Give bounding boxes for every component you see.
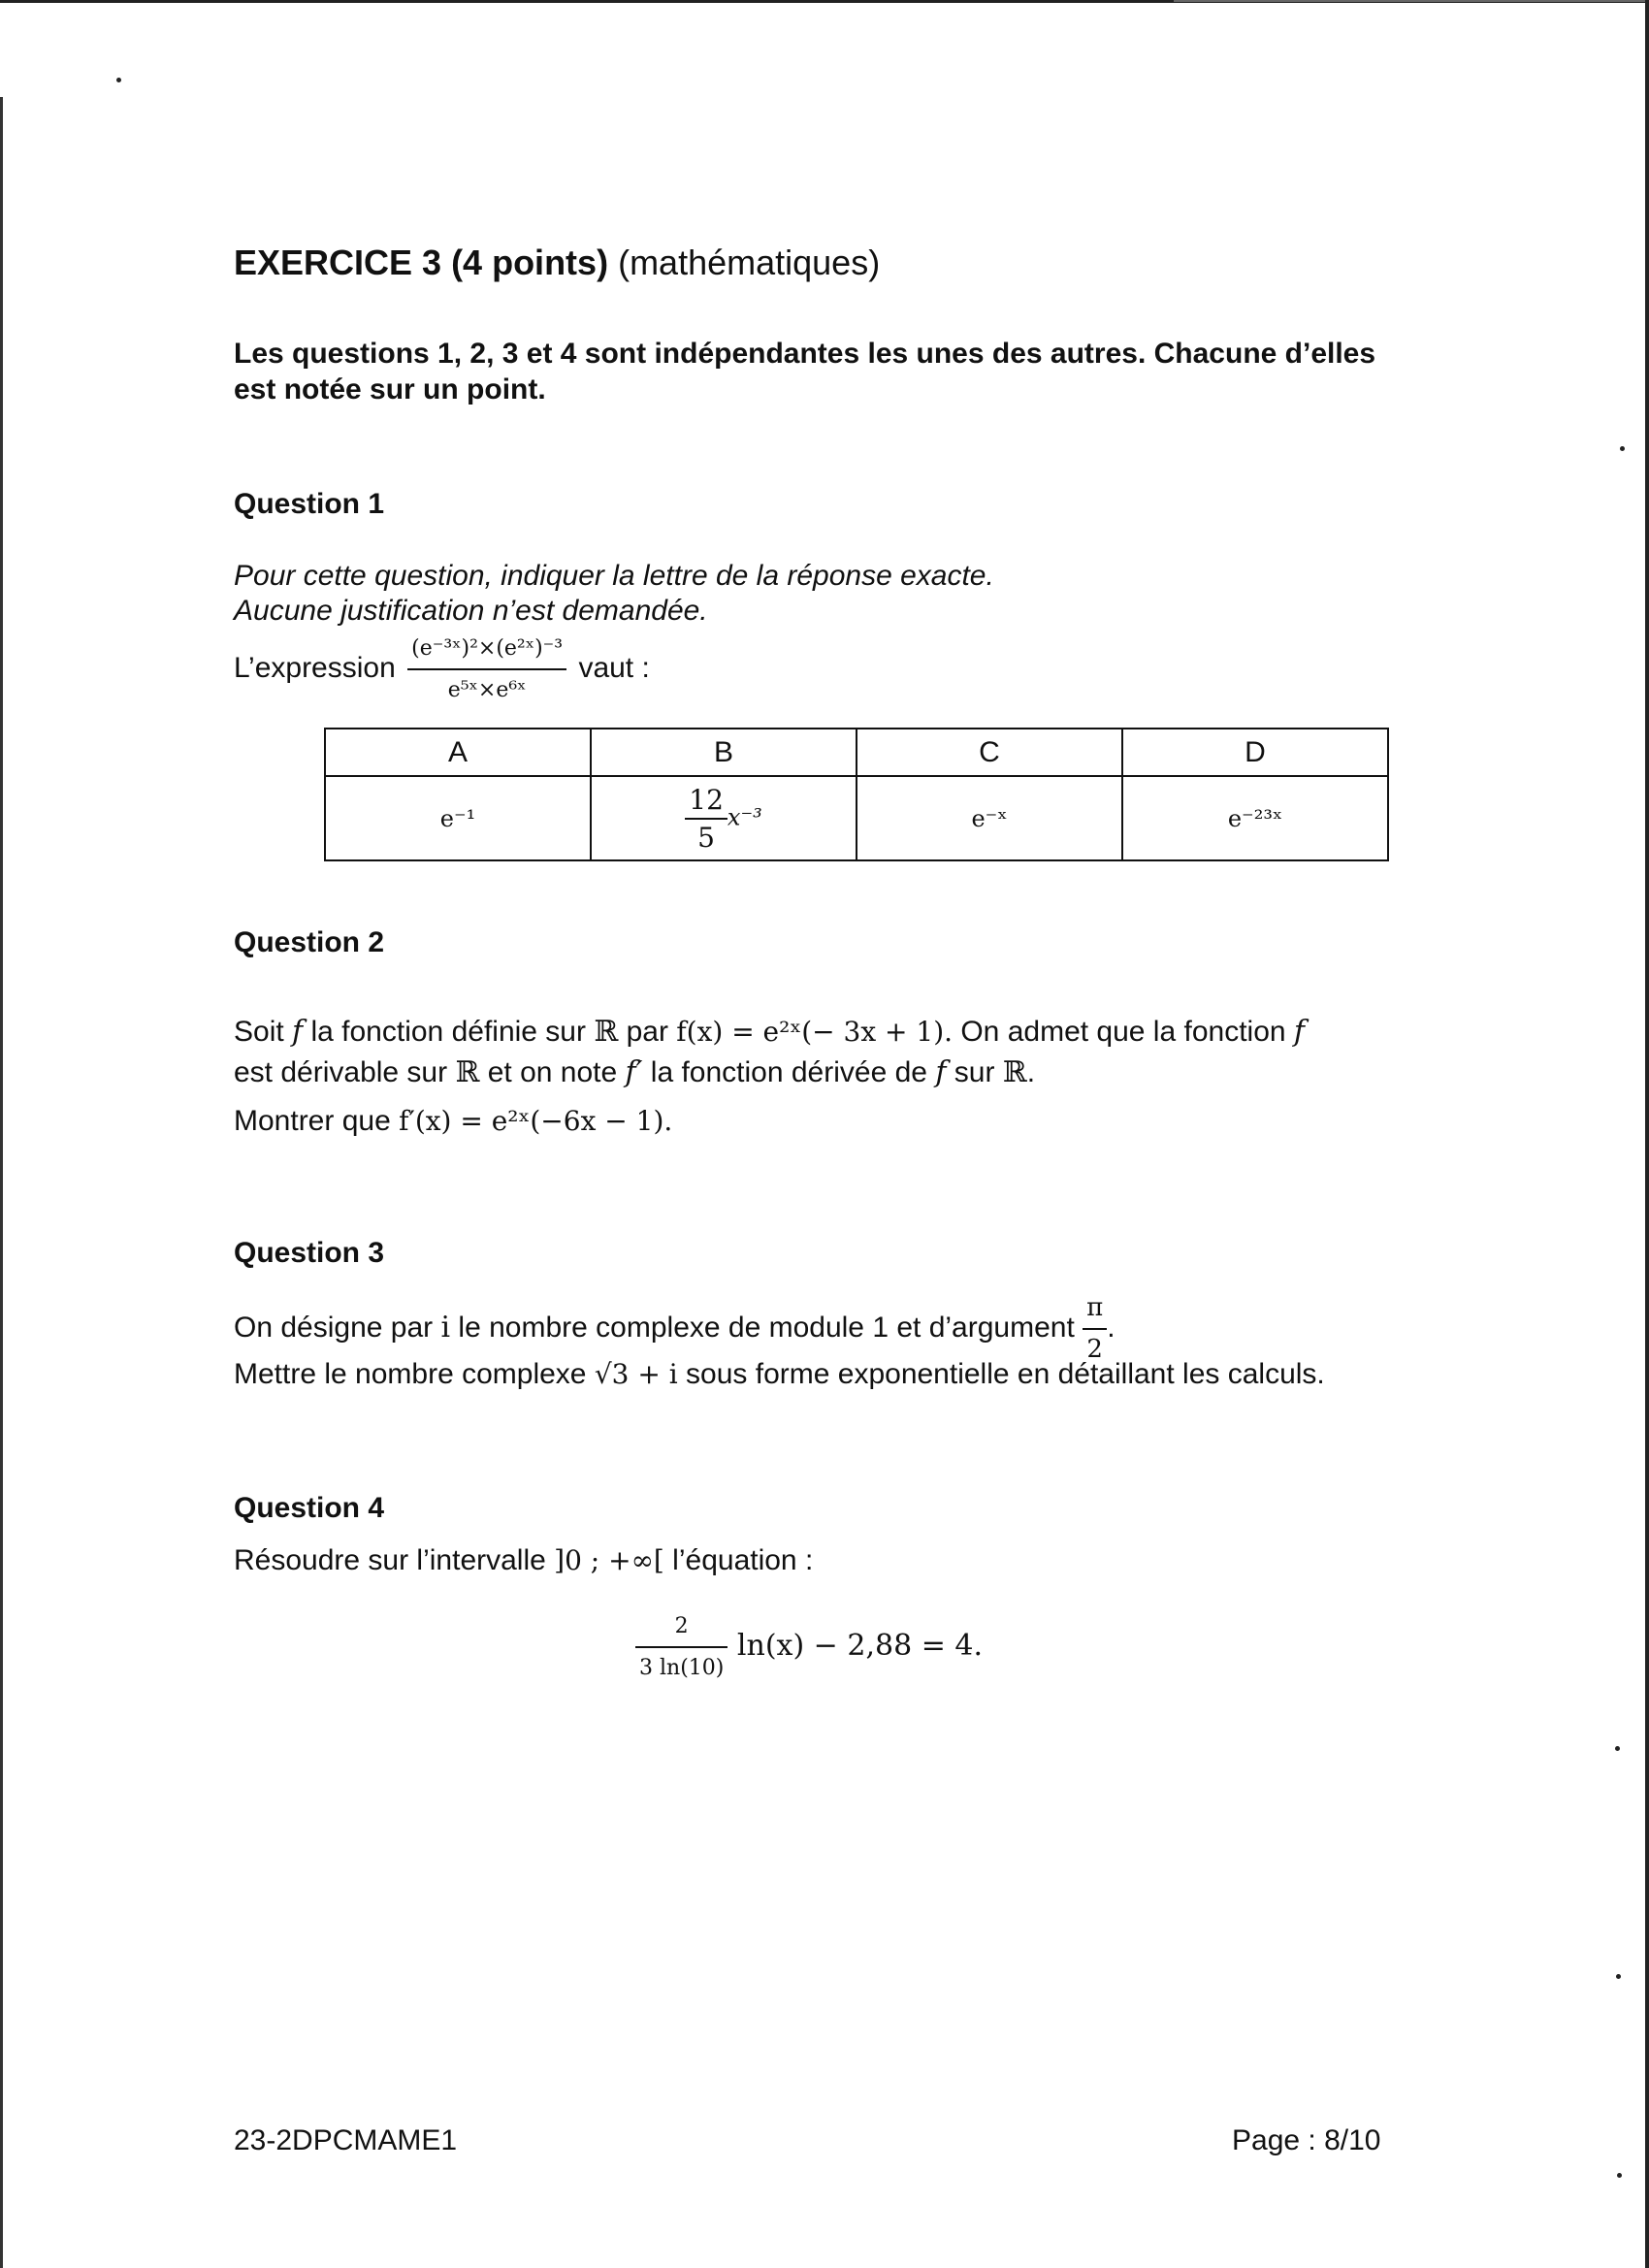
q2-text: et on note <box>479 1056 626 1088</box>
choices-letter-row <box>325 729 1388 776</box>
q3-text: sous forme exponentielle en détaillant les calculs. <box>677 1358 1325 1390</box>
expression-fraction <box>407 631 566 708</box>
q2-reals: ℝ <box>1002 1055 1027 1089</box>
choice-b-denominator: 5 <box>697 821 715 854</box>
q3-pi: π <box>1083 1290 1107 1330</box>
question-4-equation <box>635 1608 983 1686</box>
q3-text: . <box>1107 1311 1116 1344</box>
question-2-line-1 <box>234 1014 1305 1050</box>
scan-edge-left <box>0 97 3 2268</box>
q2-text: Soit <box>234 1016 293 1048</box>
q4-equation-rest: ln(x) − 2,88 = 4. <box>736 1629 983 1663</box>
q4-denominator: 3 ln(10) <box>639 1656 725 1680</box>
q2-derivative-expr: f′(x) = e²ˣ(−6x − 1). <box>399 1105 673 1137</box>
question-4-line-1 <box>234 1542 813 1578</box>
q2-function-expr: f(x) = e²ˣ(− 3x + 1). <box>676 1016 954 1048</box>
choice-b-power: x⁻³ <box>727 803 762 830</box>
question-2-line-2 <box>234 1054 1035 1090</box>
q2-reals: ℝ <box>455 1055 480 1089</box>
q3-i: i <box>440 1310 451 1345</box>
question-1-heading: Question 1 <box>234 488 385 520</box>
q3-text: On désigne par <box>234 1311 441 1344</box>
choice-value-c: e⁻ˣ <box>857 776 1122 860</box>
choice-value-d: e⁻²³ˣ <box>1122 776 1388 860</box>
scan-speck <box>1616 1974 1621 1979</box>
page-number: Page : 8/10 <box>1232 2124 1381 2156</box>
answer-choices-table <box>324 728 1389 861</box>
q3-text: Mettre le nombre complexe <box>234 1358 595 1390</box>
choice-b-numerator: 12 <box>685 784 728 820</box>
q2-text: . <box>1026 1056 1036 1088</box>
exercise-intro: Les questions 1, 2, 3 et 4 sont indépendantes les unes des autres. Chacune d’elles est notée sur un point. <box>234 338 1376 405</box>
choices-value-row <box>325 776 1388 860</box>
question-2-line-3 <box>234 1103 672 1139</box>
q2-text: la fonction définie sur <box>303 1016 595 1048</box>
expression-suffix: vaut : <box>578 651 650 684</box>
question-2-heading: Question 2 <box>234 926 385 958</box>
expression-numerator: (e⁻³ˣ)²×(e²ˣ)⁻³ <box>407 631 566 670</box>
q2-reals: ℝ <box>594 1015 619 1049</box>
scan-speck <box>1617 2173 1622 2178</box>
q2-text: sur <box>946 1056 1003 1088</box>
choice-value-a: e⁻¹ <box>325 776 591 860</box>
q4-numerator: 2 <box>635 1608 728 1648</box>
q4-text: Résoudre sur l’intervalle <box>234 1544 555 1576</box>
q2-f: f <box>292 1015 304 1049</box>
choice-letter-a: A <box>325 729 591 776</box>
exercise-title <box>234 243 880 283</box>
choice-value-b <box>591 776 857 860</box>
choice-letter-d: D <box>1122 729 1388 776</box>
q2-f: f <box>1293 1015 1306 1049</box>
scan-edge-right <box>1645 0 1649 2268</box>
q4-text: l’équation : <box>663 1544 814 1576</box>
expression-denominator: e⁵ˣ×e⁶ˣ <box>447 678 527 702</box>
q2-text: par <box>618 1016 677 1048</box>
q2-text: la fonction dérivée de <box>642 1056 936 1088</box>
choice-letter-c: C <box>857 729 1122 776</box>
question-4-heading: Question 4 <box>234 1492 385 1524</box>
q3-complex-expr: √3 + i <box>594 1358 678 1390</box>
question-1-instruction-2: Aucune justification n’est demandée. <box>234 595 708 627</box>
exercise-title-subject: (mathématiques) <box>618 243 881 282</box>
choice-letter-b: B <box>591 729 857 776</box>
expression-prefix: L’expression <box>234 651 396 684</box>
scan-speck <box>1615 1746 1620 1751</box>
q2-f: f <box>935 1055 947 1089</box>
scan-speck <box>116 78 121 82</box>
exercise-title-bold: EXERCICE 3 (4 points) <box>234 243 609 282</box>
scan-speck <box>1620 446 1625 451</box>
q2-text: On admet que la fonction <box>953 1016 1294 1048</box>
question-3-line-2 <box>234 1356 1325 1392</box>
question-1-expression <box>234 631 650 708</box>
q2-fprime: f′ <box>625 1055 643 1089</box>
choice-b-fraction <box>685 784 728 854</box>
q3-text: le nombre complexe de module 1 et d’argument <box>450 1311 1083 1344</box>
q4-interval: ]0 ; +∞[ <box>554 1544 664 1576</box>
q4-fraction <box>635 1608 728 1686</box>
q2-text: est dérivable sur <box>234 1056 456 1088</box>
question-3-heading: Question 3 <box>234 1237 385 1269</box>
q3-two: 2 <box>1086 1335 1103 1364</box>
q2-text: Montrer que <box>234 1105 400 1137</box>
question-1-instruction: Pour cette question, indiquer la lettre de la réponse exacte. <box>234 560 994 592</box>
scan-edge-top-right <box>1174 0 1649 2</box>
document-code: 23-2DPCMAME1 <box>234 2124 458 2156</box>
